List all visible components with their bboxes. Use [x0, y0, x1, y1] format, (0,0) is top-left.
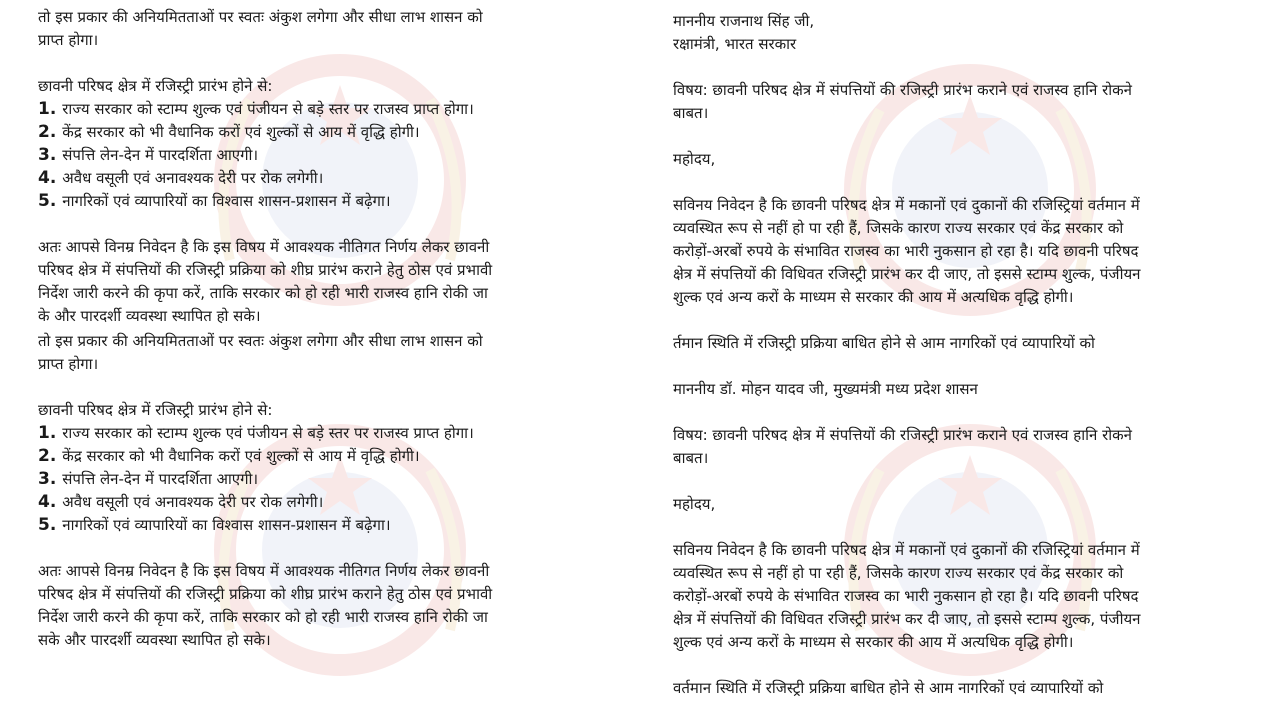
list-text: नागरिकों एवं व्यापारियों का विश्वास शासन-प्रशासन में बढ़ेगा।: [62, 192, 391, 210]
list-text: अवैध वसूली एवं अनावश्यक देरी पर रोक लगेगी।: [62, 169, 324, 187]
list-text: अवैध वसूली एवं अनावश्यक देरी पर रोक लगेगी।: [62, 493, 324, 511]
list-number: 2.: [38, 446, 57, 466]
list-heading: छावनी परिषद क्षेत्र में रजिस्ट्री प्रारंभ होने से:: [38, 77, 273, 95]
list-item: [38, 445, 613, 468]
list-number: 3.: [38, 145, 57, 165]
subject-line: विषय: छावनी परिषद क्षेत्र में संपत्तियों की रजिस्ट्री प्रारंभ कराने एवं राजस्व हानि रोकने: [673, 426, 1132, 444]
list-item: [38, 514, 613, 537]
intro-line: प्राप्त होगा।: [38, 31, 99, 49]
request-line: निर्देश जारी करने की कृपा करें, ताकि सरकार को हो रही भारी राजस्व हानि रोकी जा: [38, 284, 488, 302]
list-text: केंद्र सरकार को भी वैधानिक करों एवं शुल्कों से आय में वृद्धि होगी।: [62, 447, 420, 465]
body-line: सविनय निवेदन है कि छावनी परिषद क्षेत्र में मकानों एवं दुकानों की रजिस्ट्रियां वर्तमान में: [673, 541, 1140, 559]
salutation: महोदय,: [673, 495, 716, 513]
list-number: 5.: [38, 191, 57, 211]
list-number: 1.: [38, 423, 57, 443]
intro-line: प्राप्त होगा।: [38, 355, 99, 373]
left-column: [38, 6, 613, 720]
list-text: नागरिकों एवं व्यापारियों का विश्वास शासन-प्रशासन में बढ़ेगा।: [62, 516, 391, 534]
list-item: [38, 468, 613, 491]
list-number: 4.: [38, 492, 57, 512]
list-item: [38, 190, 613, 213]
current-situation-line: वर्तमान स्थिति में रजिस्ट्री प्रक्रिया बाधित होने से आम नागरिकों एवं व्यापारियों को: [673, 679, 1104, 697]
list-item: [38, 422, 613, 445]
list-heading: छावनी परिषद क्षेत्र में रजिस्ट्री प्रारंभ होने से:: [38, 401, 273, 419]
addressee-line: माननीय डॉ. मोहन यादव जी, मुख्यमंत्री मध्य प्रदेश शासन: [673, 380, 978, 398]
intro-line: तो इस प्रकार की अनियमितताओं पर स्वतः अंकुश लगेगा और सीधा लाभ शासन को: [38, 8, 483, 26]
list-item: [38, 491, 613, 514]
body-line: क्षेत्र में संपत्तियों की विधिवत रजिस्ट्री प्रारंभ कर दी जाए, तो इससे स्टाम्प शुल्क, पंजीयन: [673, 265, 1141, 283]
list-number: 3.: [38, 469, 57, 489]
intro-line: तो इस प्रकार की अनियमितताओं पर स्वतः अंकुश लगेगा और सीधा लाभ शासन को: [38, 332, 483, 350]
request-line: परिषद क्षेत्र में संपत्तियों की रजिस्ट्री प्रक्रिया को शीघ्र प्रारंभ कराने हेतु ठोस एवं प्रभावी: [38, 261, 493, 279]
list-text: राज्य सरकार को स्टाम्प शुल्क एवं पंजीयन से बड़े स्तर पर राजस्व प्राप्त होगा।: [62, 424, 474, 442]
addressee-line: माननीय राजनाथ सिंह जी,: [673, 12, 815, 30]
body-line: व्यवस्थित रूप से नहीं हो पा रही हैं, जिसके कारण राज्य सरकार एवं केंद्र सरकार को: [673, 564, 1124, 582]
body-line: व्यवस्थित रूप से नहीं हो पा रही हैं, जिसके कारण राज्य सरकार एवं केंद्र सरकार को: [673, 219, 1124, 237]
list-item: [38, 144, 613, 167]
letter-2: [673, 378, 1218, 700]
addressee-line: रक्षामंत्री, भारत सरकार: [673, 35, 797, 53]
body-line: करोड़ों-अरबों रुपये के संभावित राजस्व का भारी नुकसान हो रहा है। यदि छावनी परिषद: [673, 587, 1139, 605]
body-line: करोड़ों-अरबों रुपये के संभावित राजस्व का भारी नुकसान हो रहा है। यदि छावनी परिषद: [673, 242, 1139, 260]
left-block-2: [38, 330, 613, 652]
list-text: संपत्ति लेन-देन में पारदर्शिता आएगी।: [62, 146, 259, 164]
body-line: क्षेत्र में संपत्तियों की विधिवत रजिस्ट्री प्रारंभ कर दी जाए, तो इससे स्टाम्प शुल्क, पंजीयन: [673, 610, 1141, 628]
right-column: [673, 10, 1218, 720]
request-line: अतः आपसे विनम्र निवेदन है कि इस विषय में आवश्यक नीतिगत निर्णय लेकर छावनी: [38, 562, 490, 580]
body-line: सविनय निवेदन है कि छावनी परिषद क्षेत्र में मकानों एवं दुकानों की रजिस्ट्रियां वर्तमान में: [673, 196, 1140, 214]
subject-line: बाबत।: [673, 104, 709, 122]
request-line: परिषद क्षेत्र में संपत्तियों की रजिस्ट्री प्रक्रिया को शीघ्र प्रारंभ कराने हेतु ठोस एवं प्रभावी: [38, 585, 493, 603]
body-line: शुल्क एवं अन्य करों के माध्यम से सरकार की आय में अत्यधिक वृद्धि होगी।: [673, 633, 1074, 651]
list-item: [38, 98, 613, 121]
list-number: 4.: [38, 168, 57, 188]
list-number: 5.: [38, 515, 57, 535]
list-number: 2.: [38, 122, 57, 142]
list-item: [38, 167, 613, 190]
list-text: केंद्र सरकार को भी वैधानिक करों एवं शुल्कों से आय में वृद्धि होगी।: [62, 123, 420, 141]
request-line: के और पारदर्शी व्यवस्था स्थापित हो सके।: [38, 307, 261, 325]
list-text: राज्य सरकार को स्टाम्प शुल्क एवं पंजीयन से बड़े स्तर पर राजस्व प्राप्त होगा।: [62, 100, 474, 118]
list-number: 1.: [38, 99, 57, 119]
salutation: महोदय,: [673, 150, 716, 168]
letter-1: [673, 10, 1218, 355]
subject-line: विषय: छावनी परिषद क्षेत्र में संपत्तियों की रजिस्ट्री प्रारंभ कराने एवं राजस्व हानि रोकने: [673, 81, 1132, 99]
request-line: सके और पारदर्शी व्यवस्था स्थापित हो सके।: [38, 631, 271, 649]
left-block-1: [38, 6, 613, 328]
subject-line: बाबत।: [673, 449, 709, 467]
list-text: संपत्ति लेन-देन में पारदर्शिता आएगी।: [62, 470, 259, 488]
request-line: अतः आपसे विनम्र निवेदन है कि इस विषय में आवश्यक नीतिगत निर्णय लेकर छावनी: [38, 238, 490, 256]
list-item: [38, 121, 613, 144]
current-situation-line: र्तमान स्थिति में रजिस्ट्री प्रक्रिया बाधित होने से आम नागरिकों एवं व्यापारियों को: [673, 334, 1095, 352]
request-line: निर्देश जारी करने की कृपा करें, ताकि सरकार को हो रही भारी राजस्व हानि रोकी जा: [38, 608, 488, 626]
body-line: शुल्क एवं अन्य करों के माध्यम से सरकार की आय में अत्यधिक वृद्धि होगी।: [673, 288, 1074, 306]
